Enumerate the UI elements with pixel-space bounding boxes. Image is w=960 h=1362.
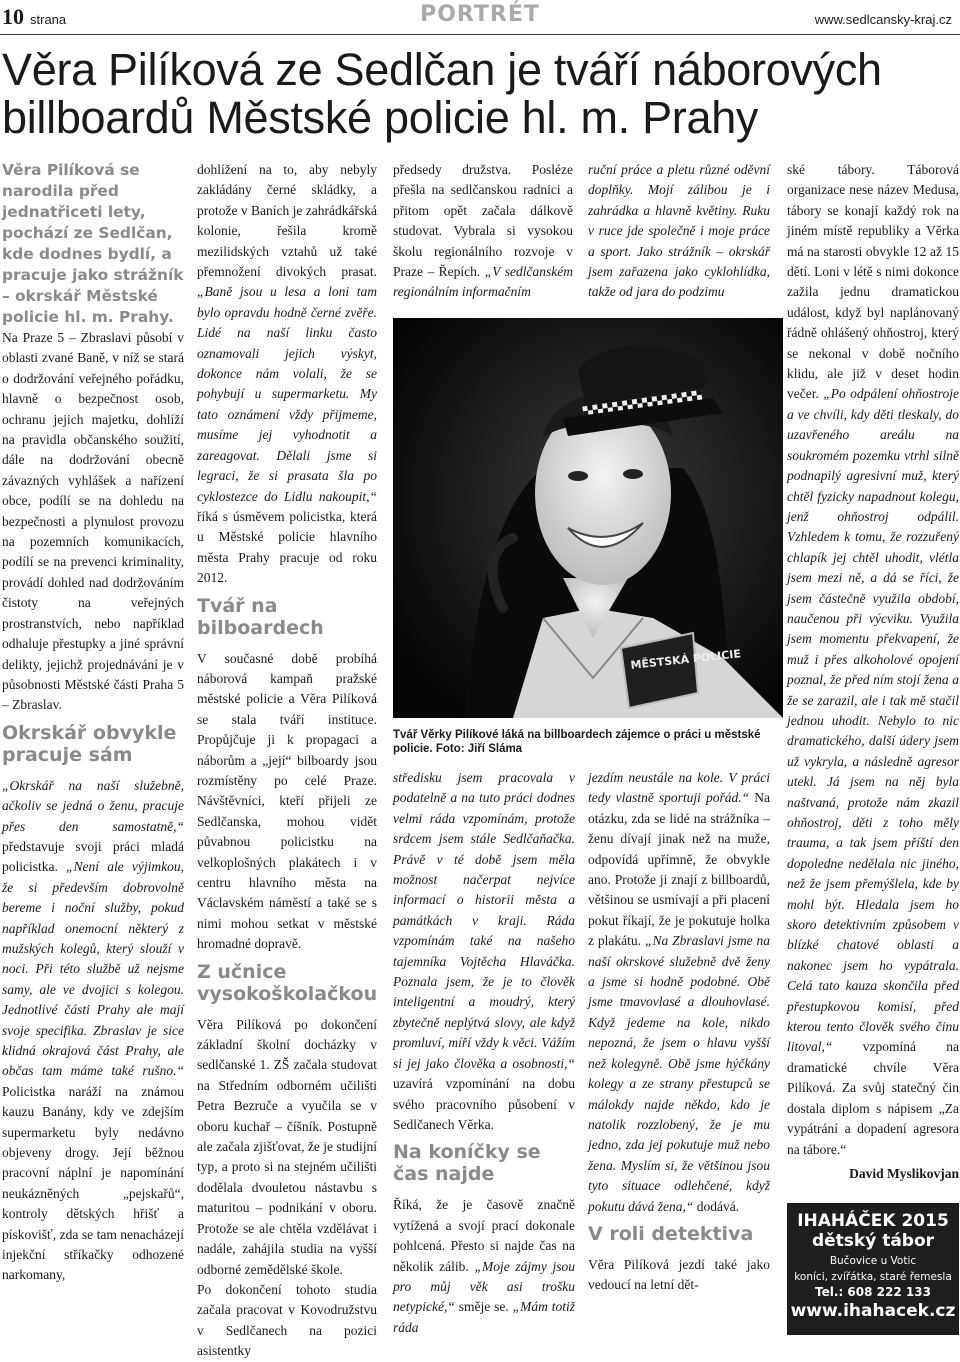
section-title: PORTRÉT (420, 2, 540, 27)
text: Říká, že je časově značně vytížená a svojí prací dokonale pohlcená. Přesto si najde čas na několik zálib. (393, 1197, 575, 1274)
paragraph: Po dokončení tohoto studia začala pracovat v Kovodružstvu v Sedlčanech na pozici asistentky (197, 1281, 377, 1359)
paragraph: V současné době probíhá náborová kampaň pražské městské policie a Věra Pilíková se stala tváří instituce. Propůjčuje ji k propagaci a náborům a „její“ bilboardy jsou rozmístěny po celé Praze. Návštěvníci, kteří přijeli ze Sedlčanska, mohou vidět půvabnou policistku na velkoplošných plakátech i v centru hlavního města na Václavském náměstí a také se s nimi mohou setkat v městské hromadné dopravě. (197, 650, 377, 952)
text: představuje svoji práci mladá policistka. (2, 838, 184, 875)
ad-title: IHAHÁČEK 2015 (797, 1211, 949, 1231)
paragraph (393, 768, 575, 1135)
text: směje se. (454, 1299, 513, 1315)
paragraph (787, 160, 959, 1160)
paragraph: Věra Pilíková po dokončení základní školní docházky v sedlčanské 1. ZŠ začala studovat na Středním odborném učilišti Petra Bezruče a vyučila se v oboru kuchař – číšník. Postupně ale začala zjišťovat, že je studijní typ, a proto si na stejném učilišti dodělala dvouletou nástavbu s maturitou – podnikání v oboru. Protože se ale chtěla vzdělávat i nadále, zahájila studia na vyšší odborné zemědělské škole. (197, 1016, 377, 1277)
shoulder-patch-text: MĚSTSKÁ POLICIE (629, 647, 742, 672)
column-4-top (588, 160, 770, 303)
paragraph (197, 160, 377, 589)
page-word: strana (30, 12, 67, 27)
camp-advertisement (787, 1203, 959, 1335)
paragraph (2, 776, 184, 1286)
column-4-bottom (588, 768, 770, 1296)
text: říká s úsměvem policistka, která u Městské policie hlavního města Prahy pracuje od roku 2012. (197, 508, 377, 586)
lead-paragraph: Věra Pilíková se narodila před jednatřiceti lety, pochází ze Sedlčan, kde dodnes bydlí, a pracuje jako strážník – okrskář Městské policie hl. m. Prahy. (2, 161, 184, 326)
quote: středisku jsem pracovala v podatelně a na tuto práci dodnes velmi ráda vzpomínám, protože srdcem jsem stále Sedlčaňačka. Právě v té době jsem měla možnost načerpat nejvíce informací o historii města a památkách v kraji. Ráda vzpomínám také na našeho tajemníka Vojtěcha Hlaváčka. Poznala jsem, že je to člověk inteligentní a moudrý, který zbytečně neplýtvá slovy, ale když promluví, míří vždy k věci. Vážím si jej jako člověka a osobnosti,“ (393, 770, 575, 1071)
portrait-photo (393, 318, 783, 718)
text: uzavírá vzpomínání na dobu svého pracovního působení v Sedlčanech Věrka. (393, 1076, 575, 1132)
subheading: Okrskář obvykle pracuje sám (2, 721, 177, 766)
paragraph (393, 1195, 575, 1338)
author-name: David Myslikovjan (849, 1165, 959, 1181)
quote: „Baně jsou u lesa a loni tam bylo opravdu hodně černé zvěře. Lidé na naší linku často oznamovali jejich výskyt, dokonce nám volali, že se pohybují u supermarketu. My tato oznámení vždy přijmeme, musíme jej vyhodnotit a zareagovat. Dělali jsme si legraci, že si prasata šla po cyklostezce do Lidlu nakoupit,“ (197, 284, 377, 504)
ad-description: koníci, zvířátka, staré řemesla (794, 1271, 952, 1283)
policewoman-portrait (393, 318, 783, 718)
text: Na otázku, zda se lidé na strážníka – ženu dívají jinak než na muže, odpovídá upřímně, že obvykle ano. Protože ji znají z billboardů, většinou se usmívají a při placení pokut říkají, že je pokutuje holka z plakátu. (588, 790, 770, 949)
quote: „Na Zbraslavi jsme na naší okrskové služebně dvě ženy a jsme si hodně podobné. Obě jsme tmavovlasé a dlouhovlasé. Když jedeme na kole, nikdo nepozná, že jsem o hlavu vyšší než kolegyně. Obě jsme hýčkány kolegy a ze strany přestupců se málokdy najde někdo, kdo je natolik rozzlobený, že je mu jedno, zda jej pokutuje muž nebo žena. Myslím si, že většinou jsou tyto situace odlehčené, když pokutu dává žena,“ (588, 933, 770, 1214)
column-3-top (393, 160, 573, 303)
quote: „V sedlčanském regionálním informačním (393, 264, 573, 300)
text: ské tábory. Táborová organizace nese název Medusa, tábory se konají každý rok na jiném místě republiky a Věrka má na starosti obvykle 12 až 15 dětí. Loni v létě s nimi dokonce zažila jednu dramatickou událost, když byl naplánovaný řádně ohlášený ohňostroj, který se nekonal v době nočního klidu, ale již v deset hodin večer. (787, 162, 959, 402)
quote: „Moje zájmy jsou pro můj věk asi trošku netypické,“ (393, 1258, 576, 1315)
photo-caption: Tvář Věrky Pilíkové láká na billboardech zájemce o práci u městské policie. Foto: Jiří Sláma (393, 729, 761, 755)
column-2 (197, 160, 377, 1362)
quote: „Okrskář na naší služebně, ačkoliv se jedná o ženu, pracuje přes den samostatně,“ (2, 777, 184, 834)
column-3-bottom (393, 768, 575, 1338)
text: dohlížení na to, aby nebyly zakládány černé skládky, a protože v Baních je zahrádkářská kolonie, řešila kromě mezilidských vztahů už také přemnožení divokých prasat. (197, 162, 377, 280)
text: Policistka naráží na známou kauzu Banány, kdy ve zdejším supermarketu byly nedávno objeveny drogy. Její běžnou pracovní náplní je napomínání neukázněných „pejskařů“, kontroly dětských hřišť a pískovišť, zda se tam nenacházejí injekční stříkačky odhozené narkomany, (2, 1083, 184, 1283)
ad-location: Bučovice u Votic (829, 1255, 917, 1267)
paragraph: Věra Pilíková jezdí také jako vedoucí na letní dět- (588, 1256, 770, 1293)
text: vzpomíná na dramatické chvíle Věra Pilíková. Za svůj statečný čin dostala diplom s nápisem „Za vypátrání a dopadení agresora na tábore.“ (787, 1039, 959, 1157)
quote: „Mám totiž ráda (393, 1299, 575, 1335)
text: dodává. (693, 1198, 740, 1214)
quote: jezdím neustále na kole. V práci tedy vlastně sportuji pořád.“ (588, 770, 770, 806)
website-url: www.sedlcansky-kraj.cz (814, 12, 952, 27)
paragraph: Na Praze 5 – Zbraslavi působí v oblasti zvané Baně, v níž se stará o dodržování veřejného pořádku, hlavně o bezpečnost osob, ochranu jejich majetku, dohlíží na pravidla občanského soužití, dále na dodržování obecně závazných vyhlášek a nařízení obce, podílí se na dohledu na bezpečnosti a plynulost provozu na pozemních komunikacích, podílí se na prevenci kriminality, provádí dohled nad dodržováním čistoty na veřejných prostranstvích, nebo například odhaluje přestupky a jiné správní delikty, jejichž projednávání je v působnosti Městské části Praha 5 – Zbraslav. (2, 330, 184, 713)
paragraph (588, 768, 770, 1217)
subheading: V roli detektiva (588, 1222, 754, 1245)
quote: „Po odpálení ohňostroje a ve chvíli, kdy děti tleskaly, do uzavřeného areálu na soukromém pozemku vtrhl silně podnapilý agresivní muž, který chtěl fyzicky napadnout kolegu, jenž ohňostroj odpálil. Vzhledem k tomu, že rozzuřený chlapík jej chtěl uhodit, vlétla jsem mezi ně, a dá se říci, že jsem částečně využila období, naučenou při výcviku. Využila jsem momentu překvapení, že muž i přes alkoholové opojení poznal, že před ním stojí žena a že se zarazil, ale i tak mě stačil jednou uhodit. Nebylo to nic dramatického, další údery jsem už vykryla, a následně agresor utekl. Já jsem na něj byla naštvaná, protože nám zkazil ohňostroj, děti z toho měly trauma, a tak jsem příští den dopoledne nedělala nic jiného, než že jsem přemýšlela, kde by mohl být. Hledala jsem ho skoro detektivním způsobem v blízké chatové oblasti a nakonec jsem ho vypátrala. Celá tato kauza skončila před přestupkovou komisí, před kterou tento člověk svého činu litoval,“ (787, 386, 959, 1055)
headline: Věra Pilíková ze Sedlčan je tváří náborových billboardů Městské policie hl. m. Prahy (2, 44, 882, 143)
page-number: 10 (2, 4, 24, 29)
paragraph (393, 160, 573, 303)
ad-website-link[interactable]: www.ihahacek.cz (790, 1301, 956, 1321)
text: předsedy družstva. Posléze přešla na sedlčanskou radnici a přitom opět začala dálkově studovat. Vybrala si vysokou školu regionálního rozvoje v Praze – Řepích. (393, 162, 573, 280)
subheading: Z učnice vysokoškolačkou (197, 960, 378, 1005)
subheading: Tvář na bilboardech (197, 594, 324, 639)
column-5 (787, 160, 959, 1184)
quote: „Není ale výjimkou, že si především dobrovolně bereme i noční služby, pokud například onemocní některý z mužských kolegů, který slouží v noci. Při této službě už nejsme samy, ale ve dvojici s kolegou. Jednotlivé části Prahy ale mají svoje specifika. Zbraslav je sice klidná okrajová část Prahy, ale občas tam máme také rušno.“ (2, 859, 184, 1079)
ad-subtitle: dětský tábor (811, 1231, 935, 1251)
quote: ruční práce a pletu různé oděvní doplňky. Mojí zálibou je i zahrádka a hlavně květiny. Ruku v ruce jde společně i moje práce a sport. Jako strážník – okrskář jsem zařazena jako cyklohlídka, takže od jara do podzimu (588, 162, 770, 300)
column-1 (2, 160, 184, 1286)
ad-phone: Tel.: 608 222 133 (815, 1285, 931, 1299)
header-rule (0, 34, 960, 35)
subheading: Na koníčky se čas najde (393, 1141, 541, 1186)
